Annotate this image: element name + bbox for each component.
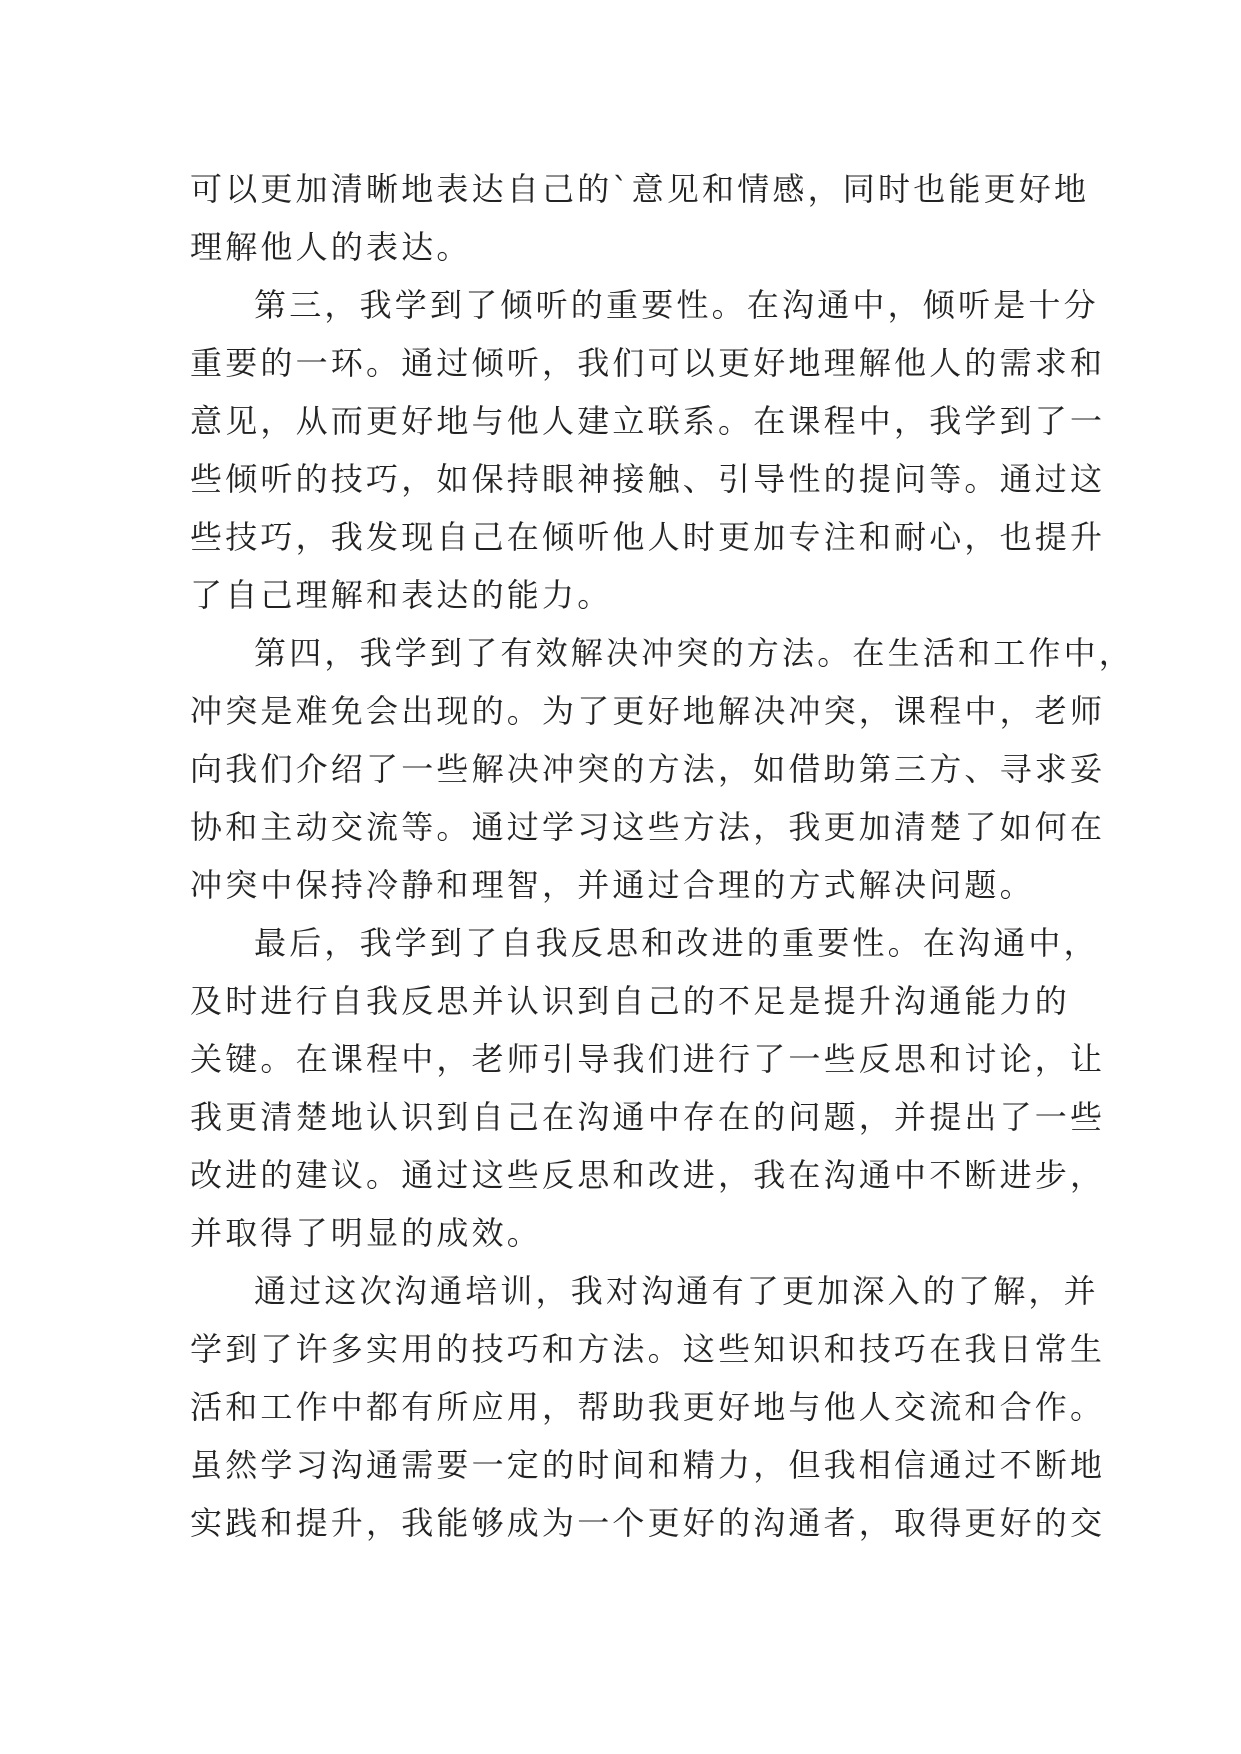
text-line: 些技巧，我发现自己在倾听他人时更加专注和耐心，也提升 <box>190 518 1106 556</box>
paragraph-start-line: 通过这次沟通培训，我对沟通有了更加深入的了解，并 <box>254 1272 1099 1310</box>
text-line: 及时进行自我反思并认识到自己的不足是提升沟通能力的 <box>190 982 1071 1020</box>
text-line: 活和工作中都有所应用，帮助我更好地与他人交流和合作。 <box>190 1388 1106 1426</box>
text-line: 意见，从而更好地与他人建立联系。在课程中，我学到了一 <box>190 402 1106 440</box>
text-line: 虽然学习沟通需要一定的时间和精力，但我相信通过不断地 <box>190 1446 1106 1484</box>
text-line: 些倾听的技巧，如保持眼神接触、引导性的提问等。通过这 <box>190 460 1106 498</box>
text-line: 冲突中保持冷静和理智，并通过合理的方式解决问题。 <box>190 866 1035 904</box>
paragraph-start-line: 第四，我学到了有效解决冲突的方法。在生活和工作中， <box>254 634 1135 672</box>
text-line: 并取得了明显的成效。 <box>190 1214 543 1252</box>
text-line: 学到了许多实用的技巧和方法。这些知识和技巧在我日常生 <box>190 1330 1106 1368</box>
text-line: 协和主动交流等。通过学习这些方法，我更加清楚了如何在 <box>190 808 1106 846</box>
paragraph-start-line: 最后，我学到了自我反思和改进的重要性。在沟通中， <box>254 924 1099 962</box>
text-line: 理解他人的表达。 <box>190 228 472 266</box>
text-line: 重要的一环。通过倾听，我们可以更好地理解他人的需求和 <box>190 344 1106 382</box>
text-line: 我更清楚地认识到自己在沟通中存在的问题，并提出了一些 <box>190 1098 1106 1136</box>
text-line: 了自己理解和表达的能力。 <box>190 576 613 614</box>
text-line: 冲突是难免会出现的。为了更好地解决冲突，课程中，老师 <box>190 692 1106 730</box>
text-line: 关键。在课程中，老师引导我们进行了一些反思和讨论，让 <box>190 1040 1106 1078</box>
text-line: 可以更加清晰地表达自己的`意见和情感，同时也能更好地 <box>190 170 1090 208</box>
text-line: 实践和提升，我能够成为一个更好的沟通者，取得更好的交 <box>190 1504 1106 1542</box>
paragraph-start-line: 第三，我学到了倾听的重要性。在沟通中，倾听是十分 <box>254 286 1099 324</box>
document-body <box>190 160 1135 1552</box>
text-line: 向我们介绍了一些解决冲突的方法，如借助第三方、寻求妥 <box>190 750 1106 788</box>
text-line: 改进的建议。通过这些反思和改进，我在沟通中不断进步， <box>190 1156 1106 1194</box>
